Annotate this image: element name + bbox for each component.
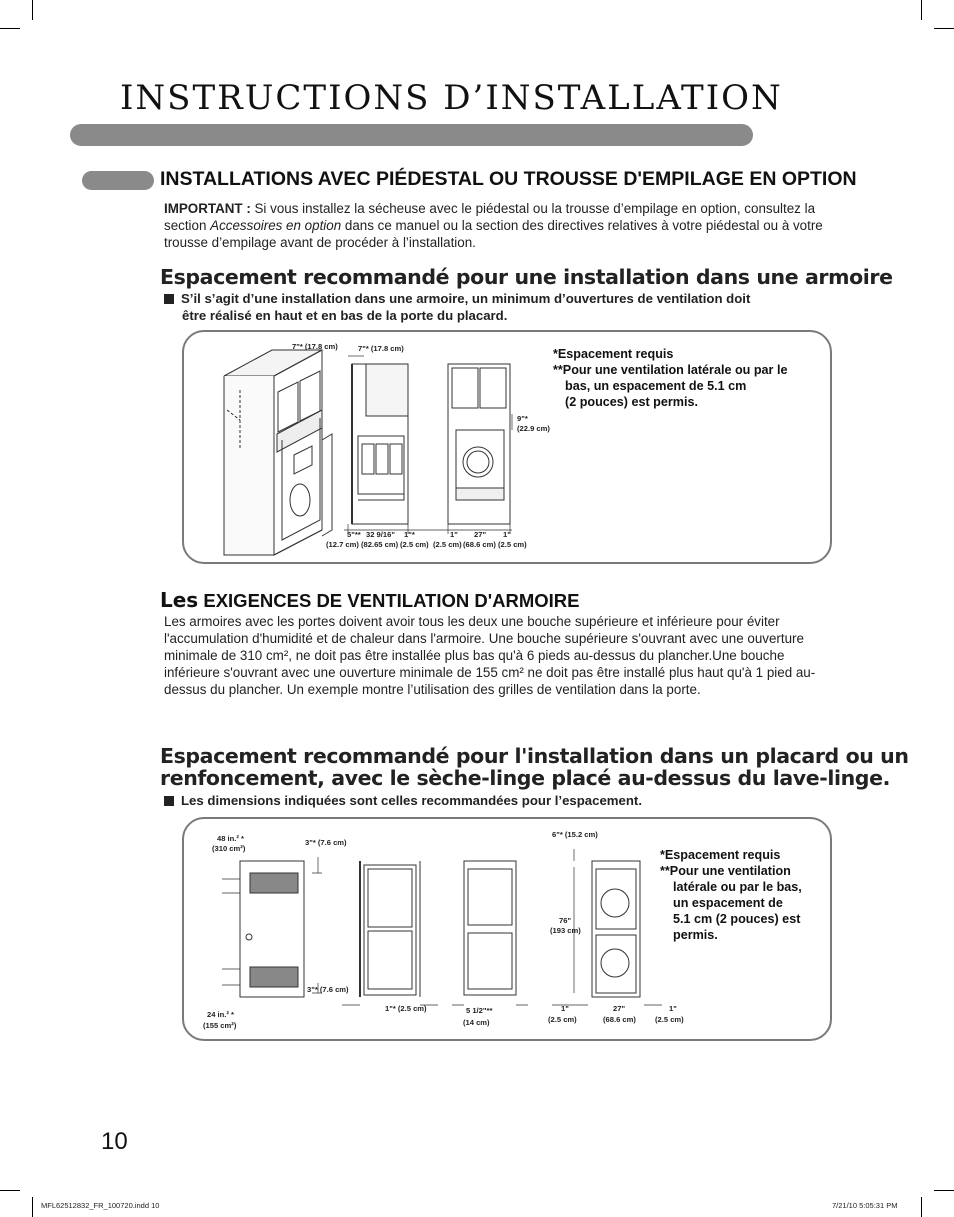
dim-label: 1" [561,1004,569,1013]
dim-label: (68.6 cm) [603,1015,636,1024]
note-line: 5.1 cm (2 pouces) est [673,912,801,926]
cabinet-bullet [164,290,844,324]
dim-label: (2.5 cm) [655,1015,684,1024]
page-number: 10 [101,1128,128,1155]
title-underline-bar [70,124,753,146]
crop-mark [0,1190,20,1191]
dim-label: 48 in.² * [217,834,245,843]
ventilation-paragraph: Les armoires avec les portes doivent avoir tous les deux une bouche supérieure et inférieure pour éviter l'accumulation d'humidité et de chaleur dans l'armoire. Une bouche supérieure s'ouvrant avec une ouverture minimale de 310 cm², ne doit pas être installée plus bas qu'à 6 pieds au-dessus du plancher.Une bouche inférieure s'ouvrant avec une ouverture minimale de 155 cm² ne doit pas être installé plus haut qu'à 1 pied au-dessus du plancher. Un exemple montre l’utilisation des grilles de ventilation dans la porte. [164,614,816,697]
dim-label: (82.65 cm) [361,540,399,549]
important-text-1: Si vous installez la sécheuse avec le piédestal ou la trousse d’empilage en option, consultez la section [164,201,816,233]
note-line: un espacement de [673,896,783,910]
crop-mark [921,1197,922,1217]
section-heading-closet-line2: renfoncement, avec le sèche-linge placé au-dessus du lave-linge. [160,766,890,790]
note-line: *Espacement requis [553,347,674,361]
dim-label: 3"* (7.6 cm) [305,838,347,847]
crop-mark [921,0,922,20]
dim-label: 6"* (15.2 cm) [552,830,598,839]
dim-label: 1"* [404,530,415,539]
note-line: bas, un espacement de 5.1 cm [565,379,747,393]
dim-label: 32 9/16" [366,530,395,539]
note-line: **Pour une ventilation latérale ou par le [553,363,788,377]
cabinet-clearance-note [553,346,833,410]
dim-label: (12.7 cm) [326,540,359,549]
dim-label: (2.5 cm) [548,1015,577,1024]
important-italic: Accessoires en option [210,218,342,233]
section-heading-ventilation [160,588,580,612]
crop-mark [0,28,20,29]
dim-label: 7"* (17.8 cm) [358,344,404,353]
heading-rest: EXIGENCES DE VENTILATION D'ARMOIRE [198,590,580,611]
section-heading-pedestal: INSTALLATIONS AVEC PIÉDESTAL OU TROUSSE D'EMPILAGE EN OPTION [160,168,857,190]
section-heading-closet-line1: Espacement recommandé pour l'installation dans un placard ou un [160,744,909,768]
dim-label: 1" [503,530,511,539]
dim-label: 5 1/2"** [466,1006,493,1015]
note-line: permis. [673,928,718,942]
section-heading-cabinet: Espacement recommandé pour une installation dans une armoire [160,265,893,289]
note-line: **Pour une ventilation [660,864,791,878]
dim-label: (14 cm) [463,1018,490,1027]
footer-timestamp: 7/21/10 5:05:31 PM [832,1201,898,1210]
dim-label: (68.6 cm) [463,540,496,549]
dim-label: 9"* [517,414,528,423]
dim-label: (193 cm) [550,926,581,935]
dim-label: (2.5 cm) [433,540,462,549]
footer-file: MFL62512832_FR_100720.indd 10 [41,1201,160,1210]
dim-label: 1" [450,530,458,539]
dim-label: 3"* (7.6 cm) [307,985,349,994]
cabinet-bullet-line2: être réalisé en haut et en bas de la porte du placard. [182,308,508,323]
dim-label: 76" [559,916,572,925]
dim-label: 24 in.² * [207,1010,235,1019]
important-label: IMPORTANT : [164,201,251,216]
dim-label: 27" [613,1004,626,1013]
crop-mark [934,28,954,29]
dim-label: (310 cm²) [212,844,246,853]
dim-label: 7"* (17.8 cm) [292,342,338,351]
important-text-2: dans ce manuel ou la section des directives relatives à votre piédestal ou à votre trousse d’empilage avant de procéder à l’installation. [164,218,823,250]
heading-prefix: Les [160,588,199,612]
dim-label: 27" [474,530,487,539]
dim-label: 1"* (2.5 cm) [385,1004,427,1013]
section-pill-marker [82,171,154,190]
dim-label: 1" [669,1004,677,1013]
crop-mark [32,0,33,20]
crop-mark [934,1190,954,1191]
crop-mark [32,1197,33,1217]
bullet-square-icon [164,796,174,806]
note-line: *Espacement requis [660,848,781,862]
dim-label: (155 cm²) [203,1021,237,1030]
note-line: latérale ou par le bas, [673,880,802,894]
dim-label: 5"** [347,530,361,539]
page-title: INSTRUCTIONS D’INSTALLATION [120,78,783,118]
closet-bullet-text: Les dimensions indiquées sont celles recommandées pour l’espacement. [181,793,642,808]
closet-clearance-note [660,847,825,943]
note-line: (2 pouces) est permis. [565,395,698,409]
dim-label: (2.5 cm) [498,540,527,549]
important-paragraph [164,200,824,251]
dim-label: (2.5 cm) [400,540,429,549]
dim-label: (22.9 cm) [517,424,550,433]
bullet-square-icon [164,294,174,304]
cabinet-bullet-line1: S’il s’agit d’une installation dans une armoire, un minimum d’ouvertures de ventilation doit [181,291,751,306]
closet-bullet [164,792,844,809]
